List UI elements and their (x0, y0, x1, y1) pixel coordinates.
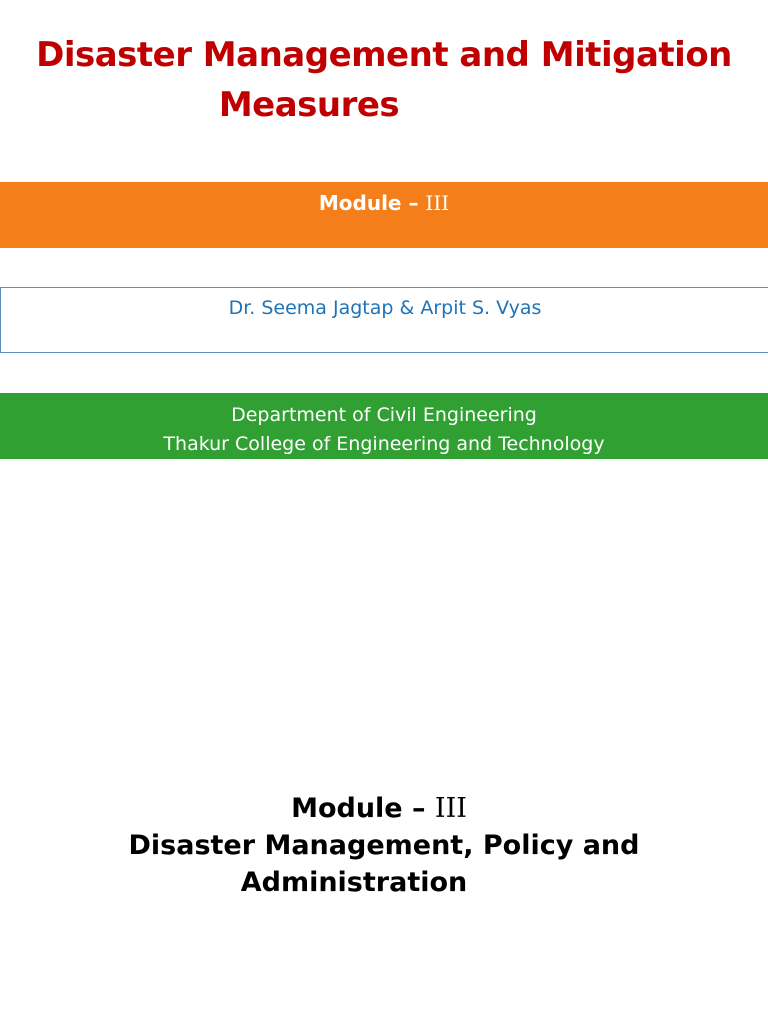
title-line-1: Disaster Management and Mitigation (36, 35, 732, 75)
module-number: III (425, 191, 450, 215)
authors-text: Dr. Seema Jagtap & Arpit S. Vyas (228, 297, 542, 319)
authors-box (0, 287, 768, 353)
institution-banner (0, 393, 768, 459)
college-name: Thakur College of Engineering and Technology (163, 433, 605, 455)
topic-line-2: Administration (240, 867, 468, 898)
module-label (0, 190, 768, 216)
department-name: Department of Civil Engineering (231, 404, 537, 426)
module-heading (0, 790, 768, 827)
slide-title (0, 30, 768, 130)
title-line-2: Measures (218, 85, 400, 125)
module-topic (0, 790, 768, 901)
module-heading-number: III (434, 793, 467, 824)
institution-text (0, 401, 768, 459)
topic-line-1: Disaster Management, Policy and (128, 830, 640, 861)
module-banner (0, 182, 768, 248)
module-prefix: Module – (318, 191, 426, 215)
module-heading-prefix: Module – (291, 793, 435, 824)
